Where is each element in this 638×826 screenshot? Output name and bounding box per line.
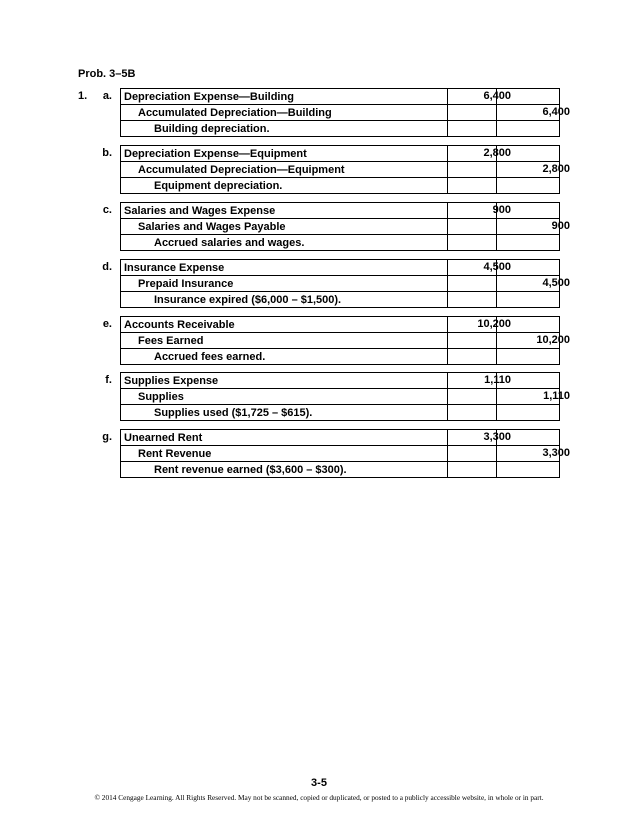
credit-account: Salaries and Wages Payable [138, 221, 286, 233]
page-number: 3-5 [311, 777, 327, 789]
entry-explanation: Accrued fees earned. [154, 351, 266, 363]
entry-explanation: Accrued salaries and wages. [154, 237, 305, 249]
entry-letter: d. [102, 261, 112, 273]
credit-account: Accumulated Depreciation—Building [138, 107, 332, 119]
entry-letter: g. [102, 431, 112, 443]
entry-explanation: Supplies used ($1,725 – $615). [154, 407, 313, 419]
credit-amount: 2,800 [542, 163, 570, 175]
credit-amount: 3,300 [542, 447, 570, 459]
credit-amount: 6,400 [542, 106, 570, 118]
entry-explanation: Insurance expired ($6,000 – $1,500). [154, 294, 342, 306]
entry-letter: f. [105, 374, 112, 386]
table-border [447, 88, 448, 137]
credit-account: Prepaid Insurance [138, 278, 234, 290]
table-border [120, 145, 560, 146]
table-border [120, 316, 560, 317]
credit-amount: 900 [551, 220, 570, 232]
debit-account: Supplies Expense [124, 375, 219, 387]
entry-letter: c. [102, 204, 112, 216]
credit-amount: 4,500 [542, 277, 570, 289]
journal-entry [0, 372, 638, 425]
journal-entry [0, 202, 638, 255]
debit-account: Depreciation Expense—Building [124, 91, 294, 103]
debit-amount: 10,200 [477, 318, 511, 330]
credit-amount: 1,110 [543, 390, 570, 402]
credit-amount: 10,200 [536, 334, 570, 346]
journal-entry [0, 316, 638, 369]
debit-account: Depreciation Expense—Equipment [124, 148, 307, 160]
entry-explanation: Equipment depreciation. [154, 180, 283, 192]
table-border [447, 259, 448, 308]
credit-account: Supplies [138, 391, 184, 403]
table-border [120, 202, 560, 203]
table-border [447, 202, 448, 251]
table-border [120, 259, 560, 260]
table-border [447, 372, 448, 421]
table-border [447, 316, 448, 365]
copyright-notice: © 2014 Cengage Learning. All Rights Reserved. May not be scanned, copied or duplicated, or posted to a publicly accessible website, in whole or in part. [94, 793, 544, 802]
credit-account: Accumulated Depreciation—Equipment [138, 164, 345, 176]
entry-letter: a. [102, 90, 112, 102]
debit-amount: 900 [492, 204, 511, 216]
entry-explanation: Rent revenue earned ($3,600 – $300). [154, 464, 347, 476]
table-border [120, 429, 560, 430]
table-border [120, 372, 560, 373]
debit-amount: 2,800 [483, 147, 511, 159]
journal-entry [0, 259, 638, 312]
part-number: 1. [78, 90, 88, 102]
journal-entry [0, 145, 638, 198]
table-border [447, 145, 448, 194]
table-border [447, 429, 448, 478]
debit-account: Unearned Rent [124, 432, 203, 444]
debit-account: Salaries and Wages Expense [124, 205, 276, 217]
entry-letter: e. [102, 318, 112, 330]
problem-title: Prob. 3–5B [78, 68, 136, 80]
debit-amount: 3,300 [483, 431, 511, 443]
debit-account: Insurance Expense [124, 262, 225, 274]
credit-account: Fees Earned [138, 335, 204, 347]
credit-account: Rent Revenue [138, 448, 212, 460]
debit-amount: 4,500 [483, 261, 511, 273]
entry-explanation: Building depreciation. [154, 123, 270, 135]
debit-account: Accounts Receivable [124, 319, 235, 331]
table-border [120, 88, 560, 89]
debit-amount: 6,400 [483, 90, 511, 102]
journal-entry [0, 429, 638, 482]
journal-entry [0, 88, 638, 141]
entry-letter: b. [102, 147, 112, 159]
debit-amount: 1,110 [484, 374, 511, 386]
